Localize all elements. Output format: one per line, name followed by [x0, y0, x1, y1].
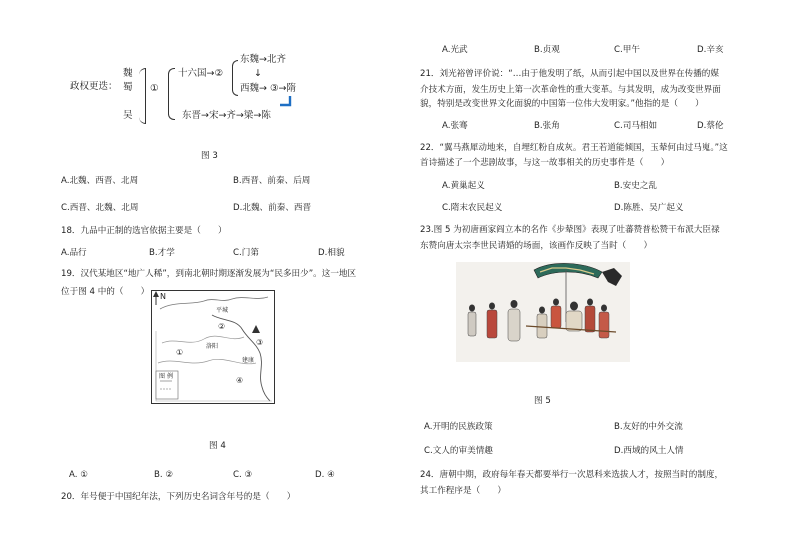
- q19-option-c: C. ③: [233, 470, 253, 480]
- state-wei: 魏: [123, 68, 133, 79]
- figure-4-caption: 图 4: [209, 441, 226, 451]
- q22-option-c: C.隋末农民起义: [442, 203, 503, 213]
- map-mark-3: ③: [256, 338, 264, 347]
- map-mark-1: ①: [176, 348, 184, 357]
- circle-1: ①: [150, 83, 159, 94]
- map-legend-2: 例: [167, 373, 174, 380]
- q23-option-c: C.文人的审美情趣: [424, 446, 493, 456]
- q18-option-a: A.品行: [61, 248, 87, 258]
- q17-option-d: D.北魏、前秦、西晋: [233, 203, 312, 213]
- q22-option-b: B.安史之乱: [614, 181, 658, 191]
- q22-option-d: D.陈胜、吴广起义: [614, 203, 684, 213]
- map-label-pingcheng: 平城: [216, 307, 229, 314]
- q18-option-b: B.才学: [149, 248, 175, 258]
- q21-option-c: C.司马相如: [614, 121, 658, 131]
- state-shu: 蜀: [123, 82, 133, 93]
- q20-option-d: D.辛亥: [697, 45, 724, 55]
- q22-option-a: A.黄巢起义: [442, 181, 485, 191]
- q19-option-d: D. ④: [315, 470, 335, 480]
- q21-stem-line3: 貌，特别是改变世界文化面貌的中国第一位伟大发明家。”他指的是（ ）: [420, 99, 704, 109]
- q23-option-d: D.西域的风土人情: [614, 446, 684, 456]
- q21-option-d: D.蔡伦: [697, 121, 724, 131]
- sixteen-kingdoms: 十六国→②: [178, 68, 223, 79]
- map-mark-4: ④: [236, 376, 244, 385]
- q21-option-b: B.张角: [534, 121, 560, 131]
- painting-illustration-icon: [456, 262, 630, 362]
- corner-arrow-icon: [278, 95, 292, 107]
- q19-stem-line1: 19．汉代某地区“地广人稀”，到南北朝时期逐渐发展为“民多田少”。这一地区: [61, 269, 357, 279]
- q22-stem-line2: 首诗描述了一个悲剧故事，与这一故事相关的历史事件是（ ）: [420, 158, 670, 168]
- figure-5-painting: [456, 262, 630, 362]
- down-arrow: ↓: [254, 68, 262, 79]
- q21-stem-line2: 介技术方面，发生历史上第一次革命性的重大变革。与其发明，成为改变世界面: [420, 85, 721, 95]
- q24-stem-line2: 其工作程序是（ ）: [420, 486, 506, 496]
- figure-3-caption: 图 3: [201, 151, 218, 161]
- q20-option-c: C.甲午: [614, 45, 640, 55]
- map-mark-2: ②: [218, 322, 226, 331]
- figure-5-caption: 图 5: [534, 396, 551, 406]
- west-wei-chain: 西魏→ ③→隋: [240, 83, 296, 94]
- q23-stem-line2: 东赞向唐太宗李世民请婚的场面，该画作反映了当时（ ）: [420, 241, 653, 251]
- state-wu: 吴: [123, 110, 133, 121]
- map-legend-1: 图: [159, 373, 166, 380]
- q21-option-a: A.张骞: [442, 121, 468, 131]
- q18-stem: 18．九品中正制的选官依据主要是（ ）: [61, 226, 227, 236]
- q18-option-d: D.相貌: [318, 248, 345, 258]
- map-label-luoyang: 洛阳: [206, 343, 219, 350]
- q20-option-a: A.光武: [442, 45, 468, 55]
- map-label-jiankang: 建康: [242, 357, 255, 364]
- q23-stem-line1: 23.图 5 为初唐画家阎立本的名作《步辇图》表现了吐蕃赞普松赞干布派大臣禄: [420, 225, 720, 235]
- left-brace: [168, 68, 175, 120]
- q23-option-b: B.友好的中外交流: [614, 422, 683, 432]
- q19-option-b: B. ②: [154, 470, 174, 480]
- figure-4-map: [151, 290, 275, 404]
- right-brace: [139, 68, 146, 124]
- q24-stem-line1: 24．唐朝中期，政府每年春天都要举行一次恩科来选拔人才，按照当时的制度，: [420, 470, 724, 480]
- q17-option-c: C.西晋、北魏、北周: [61, 203, 139, 213]
- q18-option-c: C.门第: [233, 248, 259, 258]
- map-north-label: N: [160, 292, 166, 301]
- q17-option-b: B.西晋、前秦、后周: [233, 176, 311, 186]
- q19-stem-line2: 位于图 4 中的（ ）: [61, 287, 150, 297]
- q20-stem: 20．年号便于中国纪年法，下列历史名词含年号的是（ ）: [61, 492, 296, 502]
- east-wei-chain: 东魏→北齐: [240, 54, 286, 65]
- q19-option-a: A. ①: [69, 470, 88, 480]
- q17-option-a: A.北魏、西晋、北周: [61, 176, 139, 186]
- north-brace: [232, 60, 238, 96]
- q23-option-a: A.开明的民族政策: [424, 422, 493, 432]
- south-chain: 东晋→宋→齐→梁→陈: [182, 110, 271, 121]
- diagram-prefix: 政权更迭：: [70, 81, 118, 92]
- q20-option-b: B.贞观: [534, 45, 560, 55]
- q21-stem-line1: 21．刘光裕曾评价说：“…由于他发明了纸，从而引起中国以及世界在传播的媒: [420, 69, 719, 79]
- q22-stem-line1: 22．“翼马燕犀动地来，自埋红粉自成灰。君王若道能倾国，玉辇何由过马嵬。”这: [420, 143, 728, 153]
